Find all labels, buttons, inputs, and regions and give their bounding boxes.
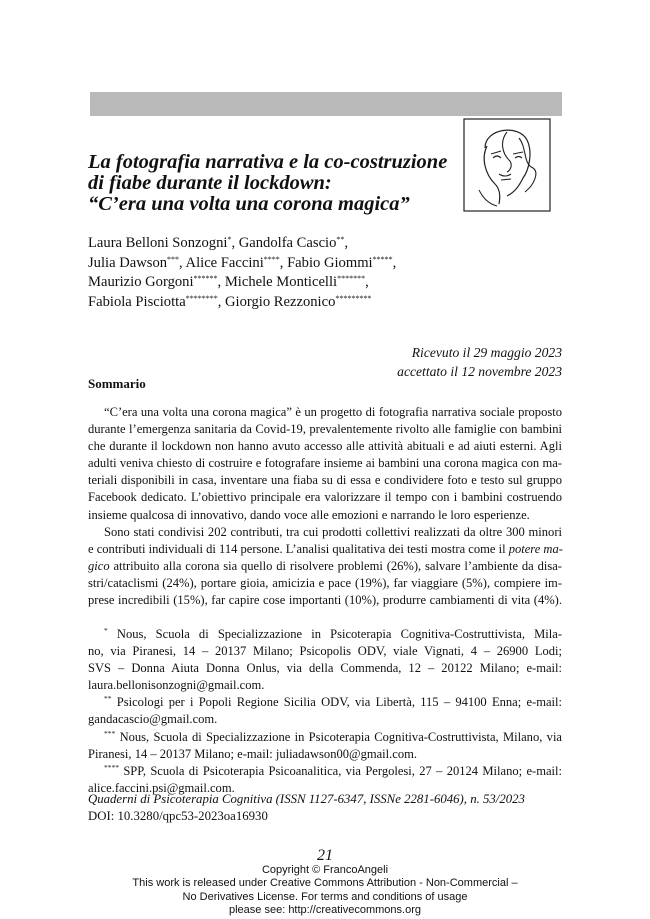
footnote-mark: ****: [104, 762, 119, 772]
journal-citation: Quaderni di Psicoterapia Cognitiva (ISSN 1127-6347, ISSNe 2281-6046), n. 53/2023: [88, 792, 525, 806]
author-footnote-mark: *******: [337, 274, 366, 284]
footnote-line: Piranesi, 14 – 20137 Milano; e-mail: juliadawson00@gmail.com.: [88, 746, 418, 761]
author-footnote-mark: ****: [263, 254, 280, 264]
footnotes: [88, 626, 562, 797]
author-line: [88, 254, 558, 274]
abstract-line: che durante il lockdown non hanno avuto accesso alle attività abituali e ad aiuti esterni. Agli: [88, 439, 562, 454]
author-footnote-mark: *****: [372, 254, 393, 264]
license-link-line: please see: http://creativecommons.org: [229, 904, 421, 917]
footnote-mark: **: [104, 694, 112, 704]
abstract-line: adulti veniva chiesto di costruire e fotografare insieme ai bambini una corona magica con ma-: [88, 456, 562, 471]
abstract-line: [88, 541, 562, 558]
author-line: [88, 273, 558, 293]
author-separator: ,: [217, 274, 225, 291]
abstract-line: stri/cataclismi (24%), portare gioia, amicizia e pace (19%), far viaggiare (5%), compiere im-: [88, 575, 562, 590]
footnote-text: SPP, Scuola di Psicoterapia Psicoanalitica, via Pergolesi, 27 – 20124 Milano; e-mail:: [123, 763, 562, 778]
author-name: Giorgio Rezzonico: [225, 293, 336, 310]
page-number: 21: [317, 847, 333, 864]
author-name: Maurizio Gorgoni: [88, 274, 194, 291]
abstract-line: [88, 558, 562, 575]
author-separator: ,: [279, 254, 288, 271]
footnote-text: Psicologi per i Popoli Regione Sicilia ODV, via Libertà, 115 – 94100 Enna; e-mail:: [116, 695, 562, 710]
author-separator: ,: [392, 254, 397, 271]
author-footnote-mark: ********: [185, 293, 218, 303]
footnote-line: [88, 626, 562, 643]
submission-dates: [397, 343, 562, 381]
author-name: Julia Dawson: [88, 254, 168, 271]
license-line: This work is released under Creative Commons Attribution - Non-Commercial –: [132, 877, 518, 890]
title-line: La fotografia narrativa e la co-costruzione: [88, 151, 448, 173]
footnote-line: laura.bellonisonzogni@gmail.com.: [88, 678, 265, 693]
author-footnote-mark: **: [336, 235, 345, 244]
author-footnote-mark: ***: [167, 254, 180, 264]
author-name: Michele Monticelli: [224, 274, 338, 291]
author-footnote-mark: ******: [193, 274, 218, 284]
abstract-text: attribuito alla corona sia quello di risolvere problemi (26%), salvare l’ambiente da disa-: [109, 558, 562, 573]
abstract-line: insieme qualcosa di innovativo, dando voce alle emozioni e narrando le loro esperienze.: [88, 507, 530, 522]
author-name: Fabiola Pisciotta: [88, 293, 186, 310]
author-separator: ,: [365, 274, 369, 291]
journal-citation-block: [88, 791, 525, 825]
article-title: [88, 152, 468, 215]
footnote-line: alice.faccini.psi@gmail.com.: [88, 780, 235, 795]
author-line: [88, 293, 558, 313]
author-separator: ,: [344, 235, 349, 251]
author-footnote-mark: *: [227, 235, 232, 244]
title-line: “C’era una volta una corona magica”: [88, 193, 410, 215]
footnote-line: no, via Piranesi, 14 – 20137 Milano; Psicopolis ODV, viale Vignati, 4 – 26900 Lodi;: [88, 644, 562, 659]
header-band: [90, 92, 562, 116]
abstract-heading: Sommario: [88, 376, 146, 391]
abstract-line: “C’era una volta una corona magica” è un progetto di fotografia narrativa sociale proposto: [104, 405, 562, 419]
abstract-emphasis: gico: [88, 558, 110, 573]
abstract-emphasis: potere ma-: [508, 541, 563, 556]
footnote-line: [88, 694, 562, 711]
abstract-text: e contributi individuali di 114 persone. L’analisi qualitativa dei testi mostra come il: [88, 541, 509, 556]
footnote-text: Nous, Scuola di Specializzazione in Psicoterapia Cognitiva-Costruttivista, Milano, via: [119, 729, 562, 744]
accepted-date: accettato il 12 novembre 2023: [397, 364, 562, 379]
journal-logo-face-drawing: [463, 118, 551, 212]
abstract-line: Sono stati condivisi 202 contributi, tra cui prodotti collettivi realizzati da oltre 300 minori: [104, 524, 562, 539]
author-separator: ,: [217, 293, 225, 310]
license-line: No Derivatives License. For terms and conditions of usage: [182, 890, 468, 903]
author-separator: ,: [231, 235, 239, 251]
abstract-line: teriali disponibili in casa, inventare una fiaba su di essa e condividere foto e testo sul gruppo: [88, 473, 562, 488]
received-date: Ricevuto il 29 maggio 2023: [411, 345, 562, 360]
footnote-mark: *: [104, 626, 108, 635]
author-list: [88, 234, 558, 312]
abstract-line: prese incredibili (15%), far capire cose importanti (10%), produrre cambiamenti di vita (4%).: [88, 593, 562, 608]
copyright-notice: [0, 864, 650, 918]
footnote-line: [88, 763, 562, 780]
author-line: [88, 234, 558, 254]
footnote-line: SVS – Donna Aiuta Donna Onlus, via della Commenda, 12 – 20122 Milano; e-mail:: [88, 661, 562, 676]
abstract-line: Facebook dedicato. L’obiettivo principale era valorizzare il tempo con i bambini costruendo: [88, 490, 562, 505]
author-separator: ,: [179, 254, 186, 271]
author-name: Fabio Giommi: [287, 254, 373, 271]
abstract-line: durante l’emergenza sanitaria da Covid-19, prevalentemente rivolto alle famiglie con bambini: [88, 422, 562, 437]
author-name: Gandolfa Cascio: [238, 235, 337, 251]
copyright-line: Copyright © FrancoAngeli: [261, 864, 389, 876]
footnote-mark: ***: [104, 728, 116, 738]
footnote-line: gandacascio@gmail.com.: [88, 712, 218, 727]
footnote-text: Nous, Scuola di Specializzazione in Psicoterapia Cognitiva-Costruttivista, Mila-: [116, 627, 562, 641]
abstract-body: [88, 404, 562, 609]
title-line: di fiabe durante il lockdown:: [88, 172, 332, 194]
doi: DOI: 10.3280/qpc53-2023oa16930: [88, 809, 268, 823]
author-name: Laura Belloni Sonzogni: [88, 235, 228, 251]
author-name: Alice Faccini: [185, 254, 264, 271]
author-footnote-mark: *********: [335, 293, 372, 303]
footnote-line: [88, 729, 562, 746]
